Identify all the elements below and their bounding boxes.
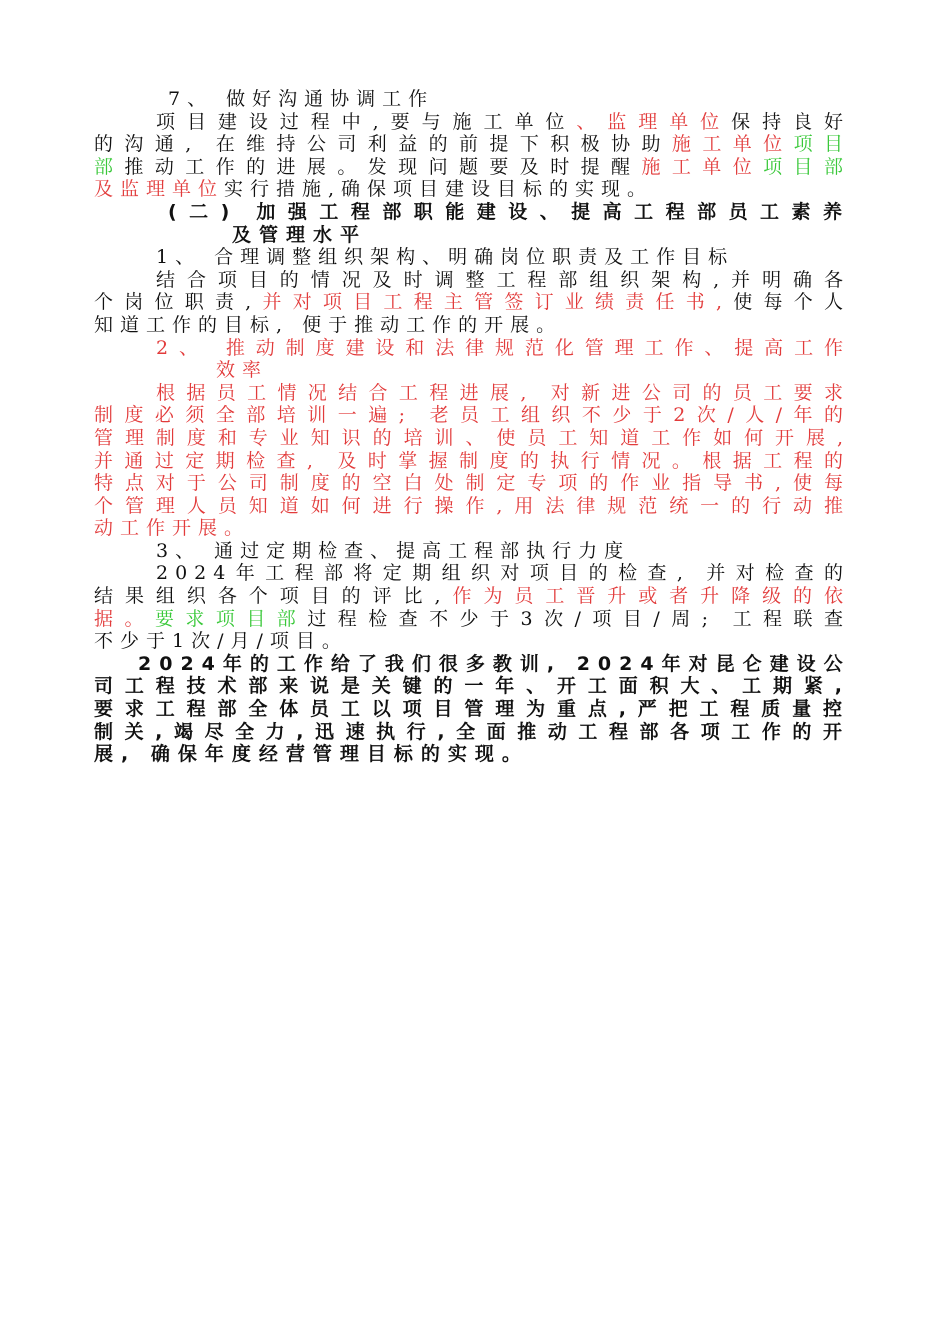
text-line: 动工作开展。: [94, 517, 251, 540]
text-line: 司工程技术部来说是关键的一年、开工面积大、工期紧,: [94, 675, 850, 698]
text-line: 个管理人员知道如何进行操作,用法律规范统一的行动推: [94, 494, 850, 517]
text-line: 不少于1次/月/项目。: [94, 630, 348, 653]
text-line: 并通过定期检查, 及时掌握制度的执行情况。根据工程的: [94, 449, 850, 472]
paragraph-communication: [94, 111, 850, 201]
text-line: 展, 确保年度经营管理目标的实现。: [94, 743, 529, 766]
subsection-2-heading: 2、 推动制度建设和法律规范化管理工作、提高工作: [156, 336, 850, 359]
text-line: 的沟通, 在维持公司利益的前提下积极协助施工单位项目: [94, 133, 850, 156]
text-line: 个岗位职责,并对项目工程主管签订业绩责任书,使每个人: [94, 291, 850, 314]
section-7-heading: 7、 做好沟通协调工作: [168, 88, 435, 110]
document-page: [94, 88, 850, 766]
text-line: 2024年工程部将定期组织对项目的检查, 并对检查的: [156, 562, 850, 585]
text-line: 知道工作的目标, 便于推动工作的开展。: [94, 313, 563, 336]
section-2-heading: (二) 加强工程部职能建设、提高工程部员工素养: [168, 200, 850, 223]
text-line: 根据员工情况结合工程进展, 对新进公司的员工要求: [156, 381, 850, 404]
text-line: 2024年的工作给了我们很多教训, 2024年对昆仑建设公: [138, 652, 851, 675]
text-line: 及监理单位实行措施,确保项目建设目标的实现。: [94, 178, 654, 201]
text-line: 结合项目的情况及时调整工程部组织架构,并明确各: [156, 268, 850, 291]
paragraph-inspection: [94, 562, 850, 652]
subsection-3-heading: 3、 通过定期检查、提高工程部执行力度: [156, 539, 631, 562]
paragraph-organization: [94, 269, 850, 337]
paragraph-rules: [94, 382, 850, 540]
text-line: 要求工程部全体员工以项目管理为重点,严把工程质量控: [94, 698, 850, 721]
text-line: 管理制度和专业知识的培训、使员工知道工作如何开展,: [94, 426, 850, 449]
text-line: 据。要求项目部过程检查不少于3次/项目/周; 工程联查: [94, 607, 850, 630]
subsection-2-heading-cont: 效率: [216, 359, 269, 382]
text-line: 结果组织各个项目的评比,作为员工晋升或者升降级的依: [94, 585, 850, 608]
text-line: 项目建设过程中,要与施工单位、监理单位保持良好: [156, 110, 850, 133]
text-line: 制关,竭尽全力,迅速执行,全面推动工程部各项工作的开: [94, 720, 850, 743]
paragraph-conclusion: [94, 653, 850, 766]
text-line: 制度必须全部培训一遍; 老员工组织不少于2次/人/年的: [94, 404, 850, 427]
text-line: 特点对于公司制度的空白处制定专项的作业指导书,使每: [94, 472, 850, 495]
section-2-heading-cont: 及管理水平: [232, 223, 368, 246]
text-line: 部推动工作的进展。发现问题要及时提醒施工单位项目部: [94, 155, 850, 178]
subsection-1-heading: 1、 合理调整组织架构、明确岗位职责及工作目标: [156, 246, 735, 269]
